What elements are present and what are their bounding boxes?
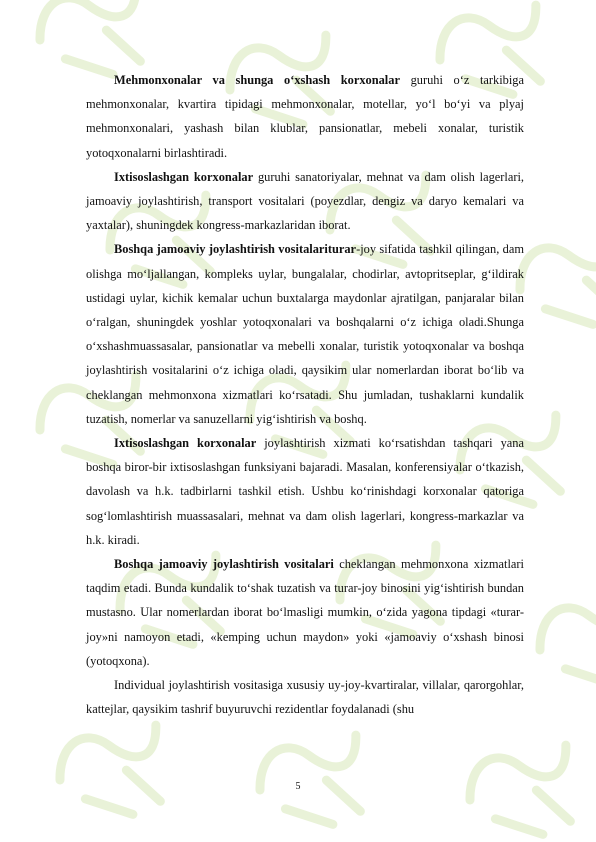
paragraph-text: Individual joylashtirish vositasiga xususiy uy-joy-kvartiralar, villalar, qarorgohlar, kattejlar, qaysikim tashrif buyuruvchi rezidentlar foydalanadi (shu: [86, 678, 524, 717]
paragraph-text: joylashtirish xizmati ko‘rsatishdan tashqari yana boshqa biror-bir ixtisoslashgan funksiyani bajaradi. Masalan, konferensiyalar o‘tkazish, davolash va h.k. tadbirlarni tashkil etish. Ushbu ko‘rinishdagi korxonalar qatoriga sog‘lomlashtirish muassasalari, mehnat va dam olish lagerlari, kongress-markazlar va h.k. kiradi.: [86, 436, 524, 547]
paragraph-term: Ixtisoslashgan korxonalar: [114, 436, 257, 451]
paragraph-individual: [86, 673, 524, 721]
paragraph-other-collective-means: [86, 552, 524, 673]
watermark-mark: [247, 708, 393, 842]
paragraph-specialized: [86, 165, 524, 238]
page-number: 5: [295, 781, 301, 792]
paragraph-text: guruhi o‘z tarkibiga mehmonxonalar, kvartira tipidagi mehmonxonalar, motellar, yo‘l bo‘yi va plyaj mehmonxonalari, yashash bilan klublar, pansionatlar, mebeli xonalar, turistik yotoqxonalarni birlashtiradi.: [86, 73, 524, 160]
paragraph-term: Boshqa jamoaviy joylashtirish vositalari: [114, 557, 334, 572]
paragraph-term: Ixtisoslashgan korxonalar: [114, 169, 254, 184]
document-page: [86, 68, 524, 721]
watermark-mark: [527, 568, 596, 711]
paragraph-text: cheklangan mehmonxona xizmatlari taqdim etadi. Bunda kundalik to‘shak tuzatish va turar-joy binosini yig‘ishtirish bundan mustasno. Ular nomerlardan iborat bo‘lmasligi mumkin, o‘zida yagona tipdagi «turar-joy»ni namoyon etadi, «kemping uchun maydon» yoki «jamoaviy o‘xshash binosi (yotoqxona).: [86, 557, 524, 668]
paragraph-hotels: [86, 68, 524, 165]
paragraph-text: -joy sifatida tashkil qilingan, dam olishga mo‘ljallangan, kompleks uylar, bungalalar, chodirlar, avtopritseplar, g‘ildirak ustidagi uylar, kichik kemalar uchun buxtalarga maydonlar ajratilgan, panjaralar bilan o‘ralgan, shuningdek yoshlar yotoqxonalari va boshqalarni o‘z ichiga oladi.Shunga o‘xshashmuassasalar, pansionatlar va mebelli xonalar, turistik yotoqxonalar va boshqa joylashtirish vositalarini o‘z ichiga oladi, qaysikim ular nomerlardan iborat bo‘lib va cheklangan mehmonxona xizmatlari ko‘rsatadi. Shu jumladan, tushaklarni kundalik tuzatish, nomerlar va sanuzellarni yig‘ishtirish va boshq.: [86, 242, 524, 426]
paragraph-text: guruhi sanatoriyalar, mehnat va dam olish lagerlari, jamoaviy joylashtirish, transport vositalari (poyezdlar, dengiz va daryo kemalari va yaxtalar), shuningdek kongress-markazlaridan iborat.: [86, 169, 525, 233]
paragraph-other-collective: [86, 237, 524, 431]
paragraph-term: Mehmonxonalar va shunga o‘xshash korxonalar: [114, 73, 400, 87]
paragraph-term: Boshqa jamoaviy joylashtirish vositalariturar: [114, 242, 357, 257]
paragraph-specialized-enterprises: [86, 431, 524, 552]
